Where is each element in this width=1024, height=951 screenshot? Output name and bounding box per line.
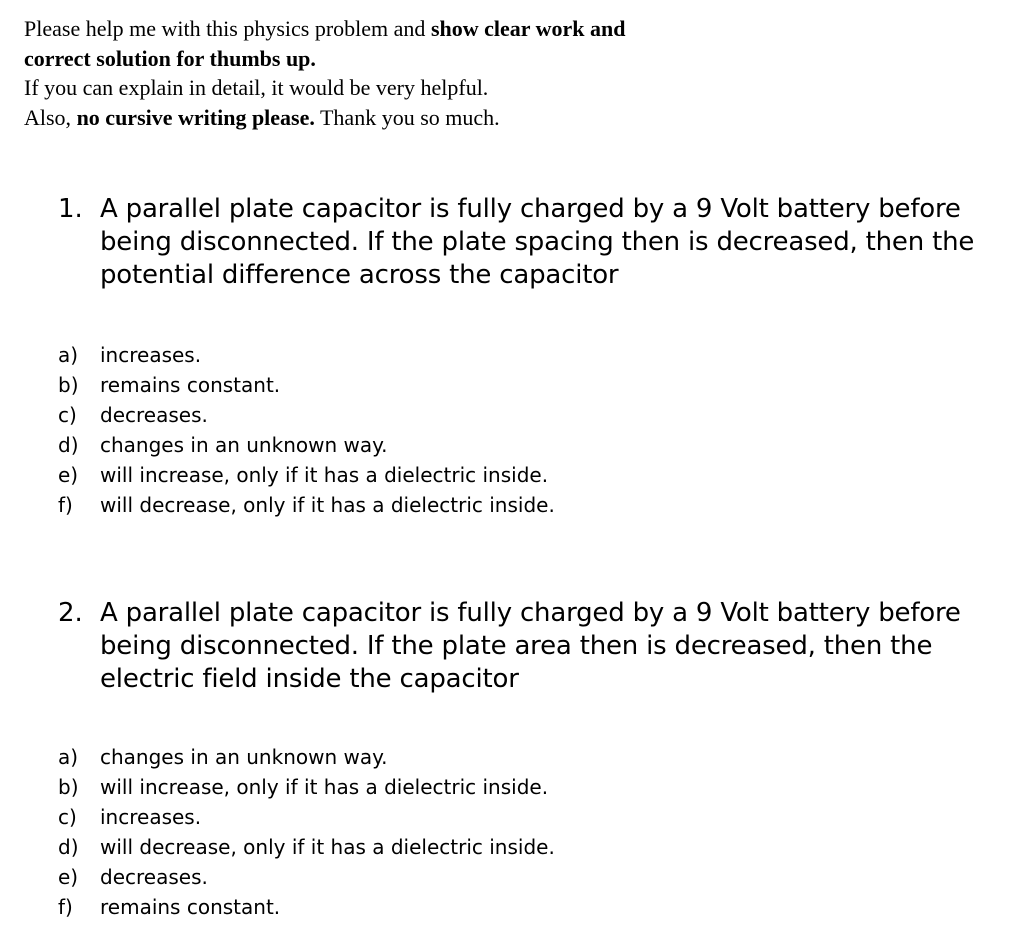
answer-options	[58, 742, 1008, 922]
request-line-3: If you can explain in detail, it would be very helpful.	[24, 75, 489, 100]
option-letter: e)	[58, 865, 79, 889]
option-text: increases.	[100, 343, 202, 367]
request-note	[24, 14, 784, 132]
option-text: will decrease, only if it has a dielectric inside.	[100, 835, 555, 859]
option-text: changes in an unknown way.	[100, 745, 388, 769]
question-1	[58, 193, 1008, 520]
option-letter: d)	[58, 835, 79, 859]
option-letter: f)	[58, 895, 73, 919]
answer-option	[58, 400, 1008, 430]
answer-option	[58, 862, 1008, 892]
option-text: increases.	[100, 805, 202, 829]
answer-option	[58, 430, 1008, 460]
option-text: decreases.	[100, 403, 208, 427]
question-number: 1.	[58, 194, 83, 224]
option-letter: c)	[58, 403, 77, 427]
option-letter: f)	[58, 493, 73, 517]
option-letter: d)	[58, 433, 79, 457]
option-text: changes in an unknown way.	[100, 433, 388, 457]
option-letter: e)	[58, 463, 79, 487]
answer-option	[58, 460, 1008, 490]
option-text: decreases.	[100, 865, 208, 889]
answer-option	[58, 340, 1008, 370]
answer-option	[58, 892, 1008, 922]
option-letter: c)	[58, 805, 77, 829]
question-2	[58, 597, 1008, 922]
option-letter: a)	[58, 745, 79, 769]
option-letter: b)	[58, 775, 79, 799]
request-line-2: correct solution for thumbs up.	[24, 45, 316, 71]
option-text: will increase, only if it has a dielectric inside.	[100, 775, 549, 799]
option-text: will decrease, only if it has a dielectric inside.	[100, 493, 555, 517]
answer-options	[58, 340, 1008, 520]
option-text: will increase, only if it has a dielectric inside.	[100, 463, 549, 487]
question-stem	[58, 597, 1008, 696]
question-text: A parallel plate capacitor is fully charged by a 9 Volt battery before being disconnected. If the plate spacing then is decreased, then the potential difference across the capacitor	[100, 194, 975, 290]
answer-option	[58, 742, 1008, 772]
option-text: remains constant.	[100, 895, 281, 919]
request-line-4: Also, no cursive writing please. Thank you so much.	[24, 104, 500, 130]
question-text: A parallel plate capacitor is fully charged by a 9 Volt battery before being disconnected. If the plate area then is decreased, then the electric field inside the capacitor	[100, 598, 961, 694]
answer-option	[58, 772, 1008, 802]
answer-option	[58, 370, 1008, 400]
option-text: remains constant.	[100, 373, 281, 397]
question-number: 2.	[58, 598, 83, 628]
request-line-1: Please help me with this physics problem and show clear work and	[24, 16, 626, 41]
option-letter: a)	[58, 343, 79, 367]
option-letter: b)	[58, 373, 79, 397]
question-stem	[58, 193, 1008, 292]
answer-option	[58, 802, 1008, 832]
answer-option	[58, 490, 1008, 520]
answer-option	[58, 832, 1008, 862]
